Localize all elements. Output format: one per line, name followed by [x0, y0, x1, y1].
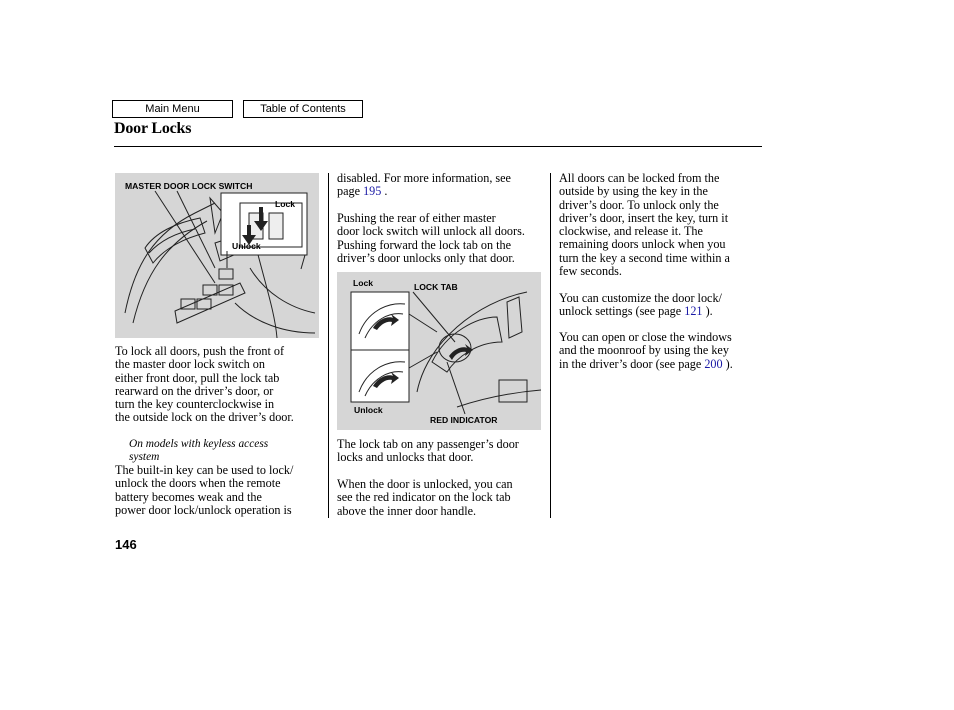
col1-keyless-note: [129, 438, 319, 464]
col2-paragraph-2: [337, 212, 547, 265]
text-line: On models with keyless access: [129, 438, 269, 450]
text-line: All doors can be locked from the: [559, 171, 720, 185]
text-line: You can open or close the windows: [559, 330, 732, 344]
text-line: When the door is unlocked, you can: [337, 477, 513, 491]
page-link-195[interactable]: 195: [363, 184, 382, 199]
text-fragment: ).: [722, 356, 733, 371]
col3-paragraph-2: [559, 292, 759, 319]
figure2-lock-label: Lock: [353, 278, 374, 288]
text-line: few seconds.: [559, 264, 622, 279]
text-line: see the red indicator on the lock tab: [337, 490, 511, 505]
figure1-lock-label: Lock: [275, 199, 296, 209]
text-line: locks and unlocks that door.: [337, 450, 474, 465]
page-link-121[interactable]: 121: [684, 304, 703, 319]
text-line: [559, 305, 759, 318]
text-line: [559, 358, 759, 371]
text-line: remaining doors unlock when you: [559, 237, 726, 252]
text-line: [337, 185, 547, 198]
text-line: disabled. For more information, see: [337, 171, 511, 185]
text-line: battery becomes weak and the: [115, 489, 262, 504]
text-line: door lock switch will unlock all doors.: [337, 224, 525, 239]
door-panel-illustration: [115, 173, 319, 338]
text-line: turn the key a second time within a: [559, 250, 730, 265]
col1-paragraph-2: [115, 464, 325, 517]
text-line: You can customize the door lock/: [559, 291, 722, 305]
table-of-contents-button[interactable]: Table of Contents: [243, 100, 363, 118]
master-door-lock-switch-figure: [115, 173, 319, 338]
text-line: clockwise, and release it. The: [559, 224, 703, 239]
figure2-lock-tab-label: LOCK TAB: [414, 282, 458, 292]
col3-paragraph-3: [559, 331, 759, 371]
lock-tab-figure: [337, 272, 541, 430]
page-title: Door Locks: [114, 120, 192, 137]
figure1-caption: MASTER DOOR LOCK SWITCH: [125, 181, 253, 191]
text-line: rearward on the driver’s door, or: [115, 383, 274, 398]
text-line: turn the key counterclockwise in: [115, 397, 275, 412]
text-line: power door lock/unlock operation is: [115, 502, 292, 517]
column-divider-1: [328, 173, 329, 518]
figure2-red-indicator-label: RED INDICATOR: [430, 415, 498, 425]
col1-paragraph-1: [115, 345, 325, 425]
text-line: To lock all doors, push the front of: [115, 344, 285, 358]
text-fragment: ).: [702, 304, 713, 319]
text-line: Pushing forward the lock tab on the: [337, 237, 511, 252]
title-rule: [114, 146, 762, 147]
text-line: the outside lock on the driver’s door.: [115, 410, 294, 425]
text-line: either front door, pull the lock tab: [115, 370, 280, 385]
main-menu-button[interactable]: Main Menu: [112, 100, 233, 118]
text-fragment: in the driver’s door (see page: [559, 356, 705, 371]
text-line: driver’s door. To unlock only the: [559, 197, 719, 212]
column-divider-2: [550, 173, 551, 518]
col2-paragraph-1: [337, 172, 547, 199]
text-line: the master door lock switch on: [115, 357, 265, 372]
text-line: and the moonroof by using the key: [559, 343, 729, 358]
col2-paragraph-4: [337, 478, 547, 518]
text-line: The lock tab on any passenger’s door: [337, 437, 519, 451]
figure2-unlock-label: Unlock: [354, 405, 383, 415]
col3-paragraph-1: [559, 172, 759, 278]
text-line: Pushing the rear of either master: [337, 211, 496, 225]
text-line: The built-in key can be used to lock/: [115, 463, 294, 477]
text-line: driver’s door, insert the key, turn it: [559, 210, 729, 225]
figure1-unlock-label: Unlock: [232, 241, 261, 251]
text-fragment: page: [337, 184, 364, 199]
text-line: system: [129, 451, 160, 463]
page-number: 146: [115, 537, 137, 552]
text-line: outside by using the key in the: [559, 184, 708, 199]
text-line: above the inner door handle.: [337, 503, 477, 518]
col2-paragraph-3: [337, 438, 547, 465]
page-link-200[interactable]: 200: [704, 356, 723, 371]
text-line: driver’s door unlocks only that door.: [337, 250, 515, 265]
text-fragment: unlock settings (see page: [559, 304, 685, 319]
text-line: unlock the doors when the remote: [115, 476, 281, 491]
text-fragment: .: [381, 184, 388, 199]
